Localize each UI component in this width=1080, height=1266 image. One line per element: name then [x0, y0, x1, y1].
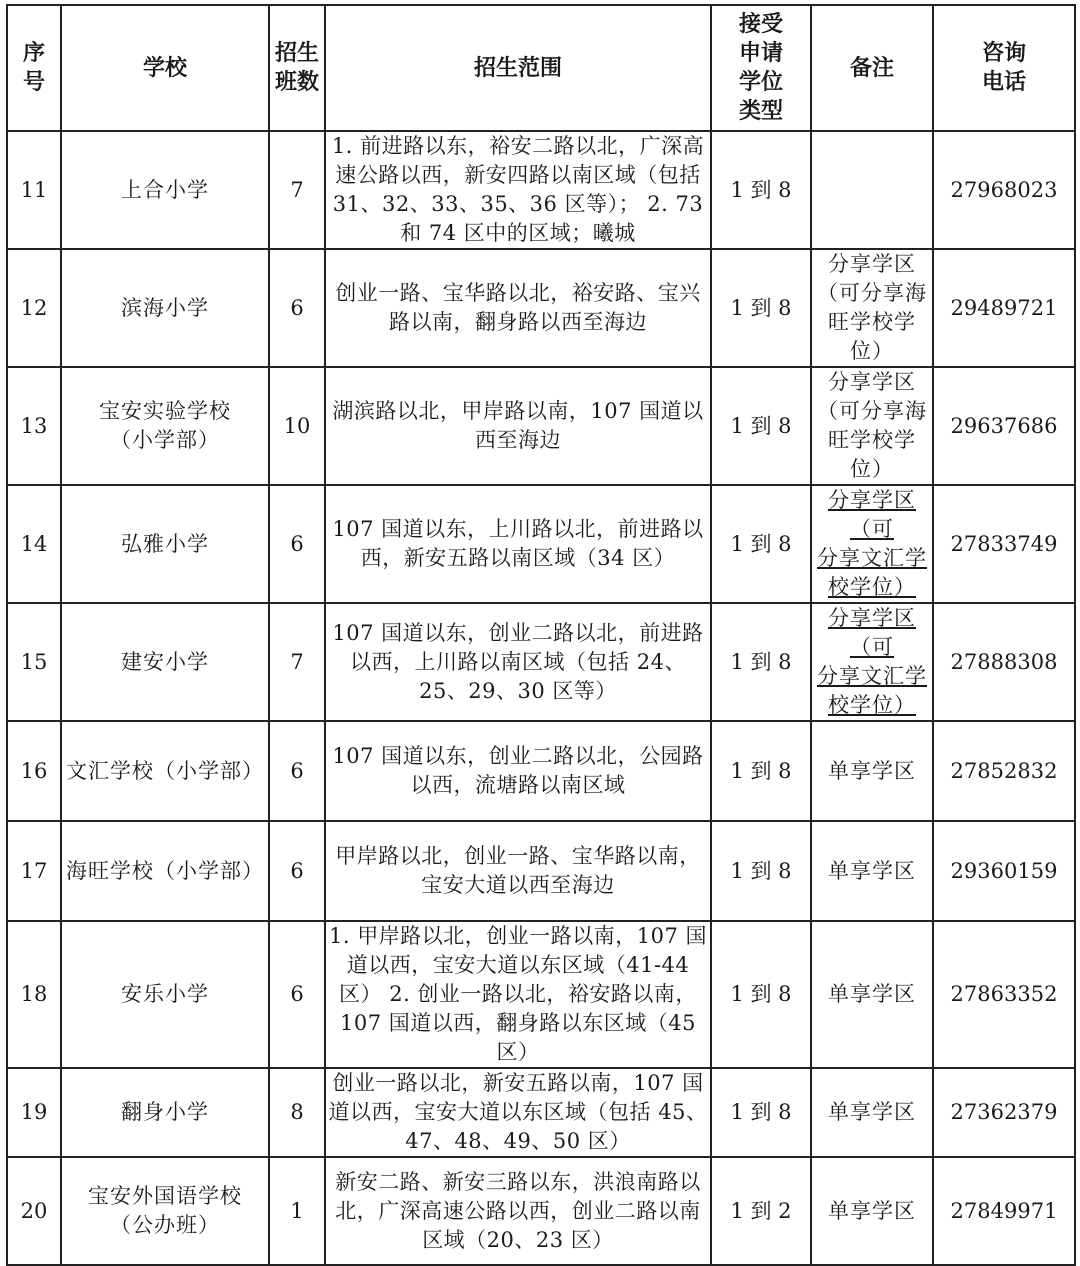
cell-phone: 29637686 — [933, 367, 1075, 485]
cell-degree-type: 1 到 8 — [711, 131, 811, 249]
cell-no: 16 — [7, 721, 61, 821]
cell-note: 单享学区 — [811, 821, 933, 921]
cell-phone: 27362379 — [933, 1068, 1075, 1157]
cell-classes: 10 — [269, 367, 325, 485]
cell-no: 15 — [7, 603, 61, 721]
cell-no: 19 — [7, 1068, 61, 1157]
cell-no: 17 — [7, 821, 61, 921]
cell-range: 甲岸路以北，创业一路、宝华路以南，宝安大道以西至海边 — [325, 821, 711, 921]
cell-note: 分享学区 （可分享海 旺学校学位） — [811, 367, 933, 485]
cell-range: 湖滨路以北，甲岸路以南，107 国道以西至海边 — [325, 367, 711, 485]
cell-school: 宝安实验学校 （小学部） — [61, 367, 269, 485]
cell-classes: 7 — [269, 131, 325, 249]
header-school: 学校 — [61, 5, 269, 131]
cell-classes: 8 — [269, 1068, 325, 1157]
cell-classes: 1 — [269, 1157, 325, 1265]
cell-phone: 27833749 — [933, 485, 1075, 603]
cell-note: 分享学区 （可分享海 旺学校学位） — [811, 249, 933, 367]
cell-school: 弘雅小学 — [61, 485, 269, 603]
header-note: 备注 — [811, 5, 933, 131]
table-row — [7, 1068, 1075, 1157]
cell-range: 107 国道以东，创业二路以北，公园路以西，流塘路以南区域 — [325, 721, 711, 821]
header-row — [7, 5, 1075, 131]
cell-classes: 6 — [269, 721, 325, 821]
cell-note — [811, 131, 933, 249]
cell-school: 翻身小学 — [61, 1068, 269, 1157]
cell-note: 单享学区 — [811, 921, 933, 1068]
table-row — [7, 367, 1075, 485]
header-classes: 招生 班数 — [269, 5, 325, 131]
header-range: 招生范围 — [325, 5, 711, 131]
cell-school: 上合小学 — [61, 131, 269, 249]
cell-phone: 27888308 — [933, 603, 1075, 721]
cell-phone: 27849971 — [933, 1157, 1075, 1265]
cell-classes: 6 — [269, 821, 325, 921]
cell-school: 文汇学校（小学部） — [61, 721, 269, 821]
header-degree-type: 接受 申请 学位 类型 — [711, 5, 811, 131]
cell-degree-type: 1 到 2 — [711, 1157, 811, 1265]
cell-degree-type: 1 到 8 — [711, 721, 811, 821]
cell-no: 11 — [7, 131, 61, 249]
cell-school: 安乐小学 — [61, 921, 269, 1068]
cell-phone: 27852832 — [933, 721, 1075, 821]
cell-range: 107 国道以东，创业二路以北，前进路以西，上川路以南区域（包括 24、25、29、30 区等） — [325, 603, 711, 721]
cell-school: 建安小学 — [61, 603, 269, 721]
cell-school: 海旺学校（小学部） — [61, 821, 269, 921]
table-row — [7, 721, 1075, 821]
header-phone: 咨询 电话 — [933, 5, 1075, 131]
cell-classes: 7 — [269, 603, 325, 721]
cell-no: 12 — [7, 249, 61, 367]
cell-classes: 6 — [269, 249, 325, 367]
cell-note: 单享学区 — [811, 1157, 933, 1265]
table-row — [7, 249, 1075, 367]
cell-degree-type: 1 到 8 — [711, 921, 811, 1068]
cell-degree-type: 1 到 8 — [711, 1068, 811, 1157]
cell-no: 18 — [7, 921, 61, 1068]
table-row — [7, 131, 1075, 249]
cell-classes: 6 — [269, 921, 325, 1068]
cell-range: 新安二路、新安三路以东，洪浪南路以北，广深高速公路以西，创业二路以南区域（20、23 区） — [325, 1157, 711, 1265]
cell-phone: 29489721 — [933, 249, 1075, 367]
table-row — [7, 485, 1075, 603]
cell-phone: 27863352 — [933, 921, 1075, 1068]
cell-degree-type: 1 到 8 — [711, 367, 811, 485]
cell-range: 1. 前进路以东，裕安二路以北，广深高速公路以西，新安四路以南区域（包括 31、32、33、35、36 区等）； 2. 73 和 74 区中的区域；曦城 — [325, 131, 711, 249]
cell-note: 分享学区（可 分享文汇学 校学位） — [811, 485, 933, 603]
cell-phone: 29360159 — [933, 821, 1075, 921]
table-row — [7, 921, 1075, 1068]
cell-range: 1. 甲岸路以北，创业一路以南，107 国道以西，宝安大道以东区域（41-44 区） 2. 创业一路以北，裕安路以南，107 国道以西，翻身路以东区域（45 区） — [325, 921, 711, 1068]
cell-phone: 27968023 — [933, 131, 1075, 249]
cell-no: 14 — [7, 485, 61, 603]
cell-range: 107 国道以东，上川路以北，前进路以西，新安五路以南区域（34 区） — [325, 485, 711, 603]
cell-note: 单享学区 — [811, 1068, 933, 1157]
cell-school: 滨海小学 — [61, 249, 269, 367]
cell-range: 创业一路、宝华路以北，裕安路、宝兴路以南，翻身路以西至海边 — [325, 249, 711, 367]
cell-degree-type: 1 到 8 — [711, 249, 811, 367]
cell-note: 单享学区 — [811, 721, 933, 821]
header-no: 序 号 — [7, 5, 61, 131]
cell-no: 13 — [7, 367, 61, 485]
cell-classes: 6 — [269, 485, 325, 603]
table-row — [7, 821, 1075, 921]
enrollment-table — [6, 4, 1076, 1266]
cell-no: 20 — [7, 1157, 61, 1265]
cell-note: 分享学区（可 分享文汇学 校学位） — [811, 603, 933, 721]
cell-degree-type: 1 到 8 — [711, 603, 811, 721]
cell-degree-type: 1 到 8 — [711, 485, 811, 603]
cell-range: 创业一路以北，新安五路以南，107 国道以西，宝安大道以东区域（包括 45、47、48、49、50 区） — [325, 1068, 711, 1157]
table-row — [7, 1157, 1075, 1265]
cell-school: 宝安外国语学校 （公办班） — [61, 1157, 269, 1265]
table-row — [7, 603, 1075, 721]
cell-degree-type: 1 到 8 — [711, 821, 811, 921]
